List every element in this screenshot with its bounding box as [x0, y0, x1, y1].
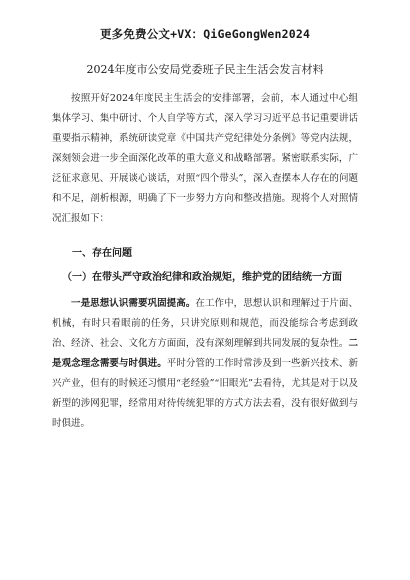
point-one-lead: 一是思想认识需要巩固提高。 [71, 298, 196, 309]
point-two-lead: 二是观念理念需要与时俱进。 [52, 338, 358, 369]
subsection-heading: （一）在带头严守政治纪律和政治规矩，维护党的团结统一方面 [62, 272, 342, 283]
section-heading: 一、存在问题 [72, 248, 132, 259]
intro-paragraph: 按照开好2024年度民主生活会的安排部署，会前，本人通过中心组集体学习、集中研讨、个人自学等方式，深入学习习近平总书记重要讲话重要指示精神，系统研读党章《中国共产党纪律处分条例》等党内法规，深刻领会进一步全面深化改革的重大意义和战略部署。紧密联系实际，广泛征求意见、开展谈心谈话，对照“四个带头”，深入查摆本人存在的问题和不足，剖析根源，明确了下一步努力方向和整改措施。现将个人对照情况汇报如下： [52, 93, 358, 224]
watermark-header: 更多免费公文+VX：QiGeGongWen2024 [99, 27, 311, 41]
document-title: 2024年度市公安局党委班子民主生活会发言材料 [86, 63, 324, 76]
point-one-body: 在工作中，思想认识和理解过于片面、机械，有时只看眼前的任务，只讲究原则和规范，而没能综合考虑到政治、经济、社会、文化方方面面，没有深刻理解到共同发展的复杂性。 [52, 298, 358, 349]
body-paragraph [52, 294, 358, 434]
point-two-body: 平时分管的工作时常涉及到一些新兴技术、新兴产业，但有的时候还习惯用“老经验”“旧眼光”去看待，尤其是对于以及新型的涉网犯罪，经常用对待传统犯罪的方式方法去看，没有很好做到与时俱进。 [52, 358, 358, 429]
